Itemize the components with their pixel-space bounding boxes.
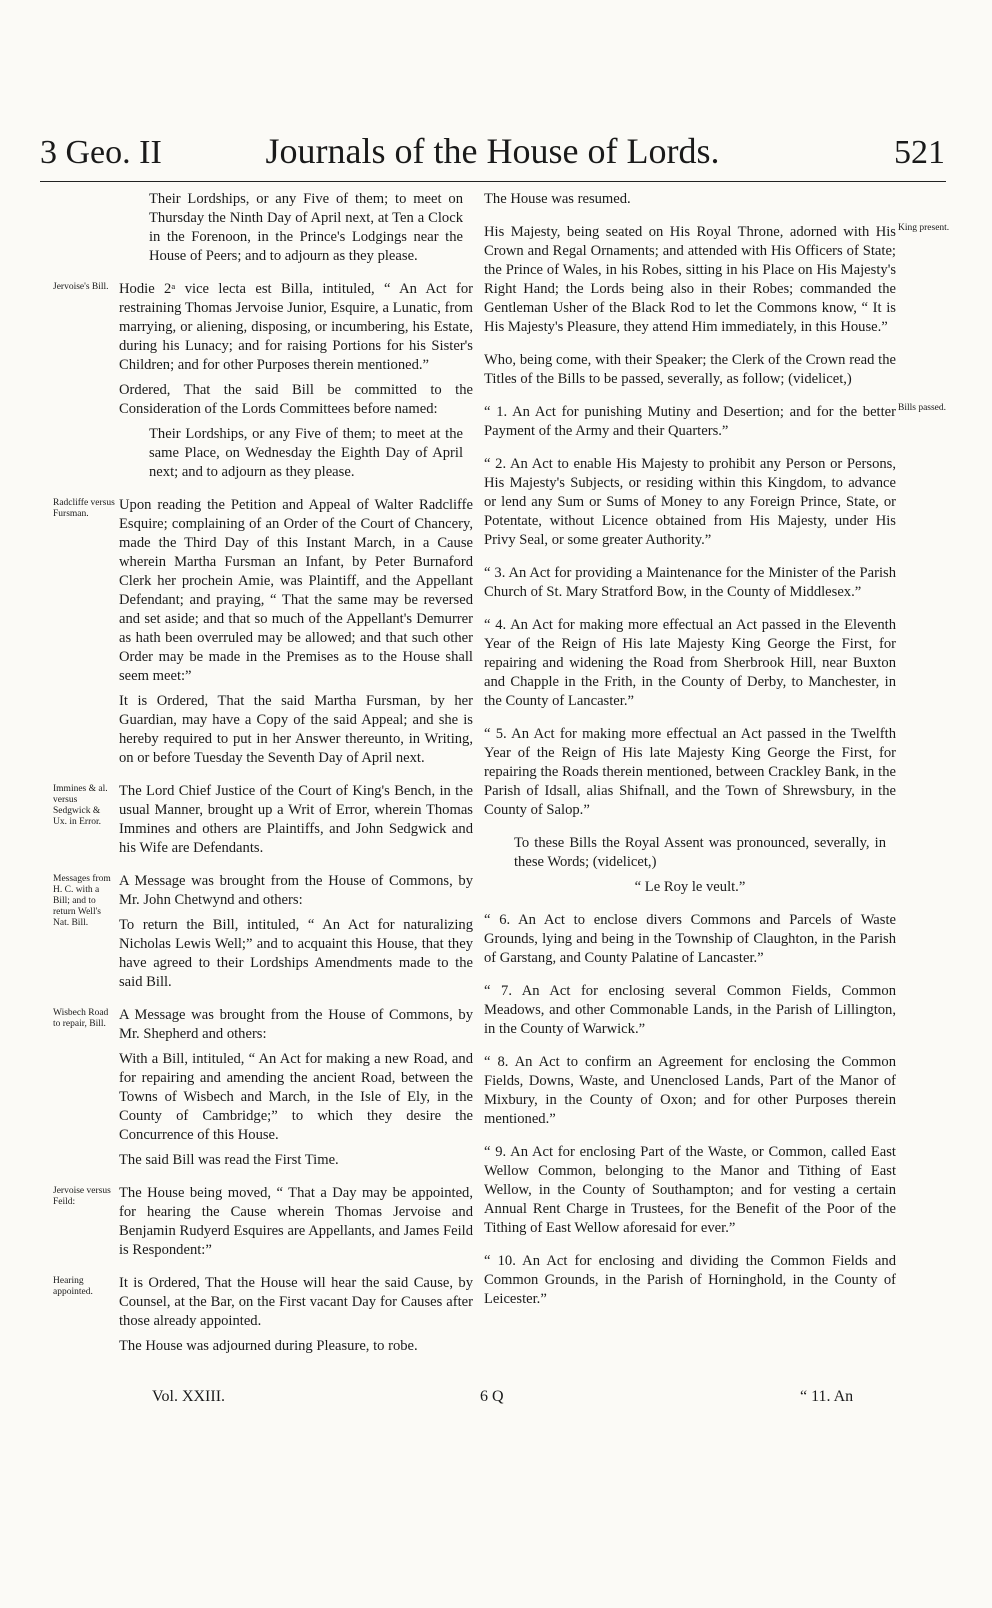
left-p11: The said Bill was read the First Time. (119, 1152, 339, 1168)
header-rule (40, 181, 946, 182)
entry-bills-passed (484, 403, 947, 441)
entry-jervoise-bill (53, 280, 473, 482)
paragraph (119, 190, 473, 266)
left-p13: It is Ordered, That the House will hear the said Cause, by Counsel, at the Bar, on the First vacant Day for Causes after those already appointed. (119, 1275, 473, 1329)
left-p10: With a Bill, intituled, “ An Act for making a new Road, and for repairing and amending the ancient Road, between the Towns of Wisbech and March, in the Isle of Ely, in the County of Cambridge;” to which they desire the Concurrence of this House. (119, 1051, 473, 1143)
margin-note: Jervoise's Bill. (53, 282, 109, 292)
page-number: 521 (894, 134, 945, 171)
right-p14: “ 10. An Act for enclosing and dividing the Common Fields and Common Grounds, in the Parish of Horninghold, in the County of Leicester.” (484, 1253, 896, 1307)
bill-item (484, 455, 896, 550)
entry-wisbech (53, 1006, 473, 1170)
bill-item (484, 982, 896, 1039)
volume-label: Vol. XXIII. (152, 1388, 226, 1405)
signature-mark: 6 Q (480, 1388, 504, 1405)
running-title: Journals of the House of Lords. (265, 131, 720, 171)
right-p3: “ 1. An Act for punishing Mutiny and Desertion; and for the better Payment of the Army and their Quarters.” (484, 404, 896, 439)
right-p7: “ 5. An Act for making more effectual an Act passed in the Twelfth Year of the Reign of His late Majesty King George the First, for repairing the Roads therein mentioned, between Crackley Bank, in the Parish of Idsall, alias Shifnall, and the Town of Shrewsbury, in the County of Salop.” (484, 726, 896, 818)
left-p1: Hodie 2ᵃ vice lecta est Billa, intituled, “ An Act for restraining Thomas Jervoise Junior, Esquire, a Lunatic, from marrying, or aliening, disposing, or incumbering, his Estate, during his Lunacy; and for raising Portions for his Sister's Children; and for other Purposes therein mentioned.” (119, 281, 473, 373)
right-p11: “ 7. An Act for enclosing several Common Fields, Common Meadows, and other Commonable Lands, in the Parish of Lillington, in the County of Warwick.” (484, 983, 896, 1037)
bill-item (484, 1143, 896, 1238)
entry-king-present (484, 223, 950, 337)
right-p6: “ 4. An Act for making more effectual an Act passed in the Eleventh Year of the Reign of His late Majesty King George the First, for repairing and widening the Road from Sherbrook Hill, near Buxton and Chapple in the Frith, in the County of Derby, to Manchester, in the County of Lancaster.” (484, 617, 896, 709)
left-p9: A Message was brought from the House of Commons, by Mr. Shepherd and others: (119, 1007, 473, 1042)
right-p10: “ 6. An Act to enclose divers Commons and Parcels of Waste Grounds, lying and being in the Township of Claughton, in the Parish of Garstang, and County Palatine of Lancaster.” (484, 912, 896, 966)
right-p0: The House was resumed. (484, 191, 631, 207)
left-column (53, 190, 473, 1370)
right-p2: Who, being come, with their Speaker; the Clerk of the Crown read the Titles of the Bills to be passed, severally, as follow; (videlicet,) (484, 352, 896, 387)
margin-note: King present. (898, 223, 950, 233)
royal-assent (484, 834, 896, 897)
right-p13: “ 9. An Act for enclosing Part of the Waste, or Common, called East Wellow Common, belonging to the Manor and Tithing of East Wellow, in the County of Southampton; and for vesting a certain Annual Rent Charge in Trustees, for the Benefit of the Poor of the Tithing of East Wellow aforesaid for ever.” (484, 1144, 896, 1236)
bill-item (484, 616, 896, 711)
margin-note: Messages from H. C. with a Bill; and to return Well's Nat. Bill. (53, 874, 111, 928)
entry-hearing (53, 1274, 473, 1356)
paragraph (484, 190, 896, 209)
right-column (484, 190, 950, 1323)
margin-note: Jervoise versus Feild: (53, 1186, 111, 1207)
catchword: “ 11. An (800, 1388, 854, 1405)
left-p5: It is Ordered, That the said Martha Fursman, by her Guardian, may have a Copy of the said Appeal; and she is hereby required to put in her Answer thereunto, in Writing, on or before Tuesday the Seventh Day of April next. (119, 693, 473, 766)
left-p4: Upon reading the Petition and Appeal of Walter Radcliffe Esquire; complaining of an Order of the Court of Chancery, made the Third Day of this Instant March, in a Cause wherein Martha Fursman an Infant, by Peter Burnaford Clerk her prochein Amie, was Plaintiff, and the Appellant Defendant; and praying, “ That the same may be reversed and set aside; and that so much of the Appellant's Demurrer as hath been overruled may be allowed; and that such other Order may be made in the Premises as to the House shall seem meet:” (119, 497, 473, 684)
entry-immines (53, 782, 473, 858)
entry-jervoise-feild (53, 1184, 473, 1260)
right-p4: “ 2. An Act to enable His Majesty to prohibit any Person or Persons, His Majesty's Subjects, or residing within this Kingdom, to advance or lend any Sum or Sums of Money to any Foreign Prince, State, or Potentate, without Licence obtained from His Majesty, under His Privy Seal, or some greater Authority.” (484, 456, 896, 548)
regnal-year: 3 Geo. II (40, 134, 162, 171)
margin-note: Immines & al. versus Sedgwick & Ux. in Error. (53, 784, 108, 827)
page-header (40, 130, 945, 180)
left-p2: Ordered, That the said Bill be committed to the Consideration of the Lords Committees before named: (119, 382, 473, 417)
left-p7: A Message was brought from the House of Commons, by Mr. John Chetwynd and others: (119, 873, 473, 908)
entry-messages (53, 872, 473, 992)
entry-radcliffe (53, 496, 473, 768)
bill-item (484, 1252, 896, 1309)
right-p1: His Majesty, being seated on His Royal Throne, adorned with His Crown and Regal Ornaments; and attended with His Officers of State; the Prince of Wales, in his Robes, sitting in his Place on His Majesty's Right Hand; the Lords being also in their Robes; commanded the Gentleman Usher of the Black Rod to let the Commons know, “ It is His Majesty's Pleasure, they attend Him immediately, in this House.” (484, 224, 896, 335)
left-p12: The House being moved, “ That a Day may be appointed, for hearing the Cause wherein Thomas Jervoise and Benjamin Rudyerd Esquires are Appellants, and James Feild is Respondent:” (119, 1185, 473, 1258)
left-p0: Their Lordships, or any Five of them; to meet on Thursday the Ninth Day of April next, at Ten a Clock in the Forenoon, in the Prince's Lodgings near the House of Peers; and to adjourn as they please. (149, 191, 463, 264)
bill-item (484, 911, 896, 968)
right-p9: “ Le Roy le veult.” (634, 879, 746, 895)
right-p8: To these Bills the Royal Assent was pronounced, severally, in these Words; (videlicet,) (514, 835, 886, 870)
margin-note: Radcliffe versus Fursman. (53, 498, 115, 519)
left-p3: Their Lordships, or any Five of them; to meet at the same Place, on Wednesday the Eighth Day of April next; and to adjourn as they please. (149, 426, 463, 480)
left-p8: To return the Bill, intituled, “ An Act for naturalizing Nicholas Lewis Well;” and to acquaint this House, that they have agreed to their Lordships Amendments made to the said Bill. (119, 917, 473, 990)
bill-item (484, 564, 896, 602)
left-p14: The House was adjourned during Pleasure, to robe. (119, 1338, 418, 1354)
right-p12: “ 8. An Act to confirm an Agreement for enclosing the Common Fields, Downs, Waste, and Unenclosed Lands, Part of the Manor of Mixbury, in the County of Oxon; and for other Purposes therein mentioned.” (484, 1054, 896, 1127)
left-p6: The Lord Chief Justice of the Court of King's Bench, in the usual Manner, brought up a Writ of Error, wherein Thomas Immines and others are Plaintiffs, and John Sedgwick and his Wife are Defendants. (119, 783, 473, 856)
margin-note: Hearing appointed. (53, 1276, 93, 1297)
bill-item (484, 725, 896, 820)
margin-note: Bills passed. (898, 403, 947, 413)
right-p5: “ 3. An Act for providing a Maintenance for the Minister of the Parish Church of St. Mary Stratford Bow, in the County of Middlesex.” (484, 565, 896, 600)
bill-item (484, 1053, 896, 1129)
paragraph (484, 351, 896, 389)
margin-note: Wisbech Road to repair, Bill. (53, 1008, 109, 1029)
